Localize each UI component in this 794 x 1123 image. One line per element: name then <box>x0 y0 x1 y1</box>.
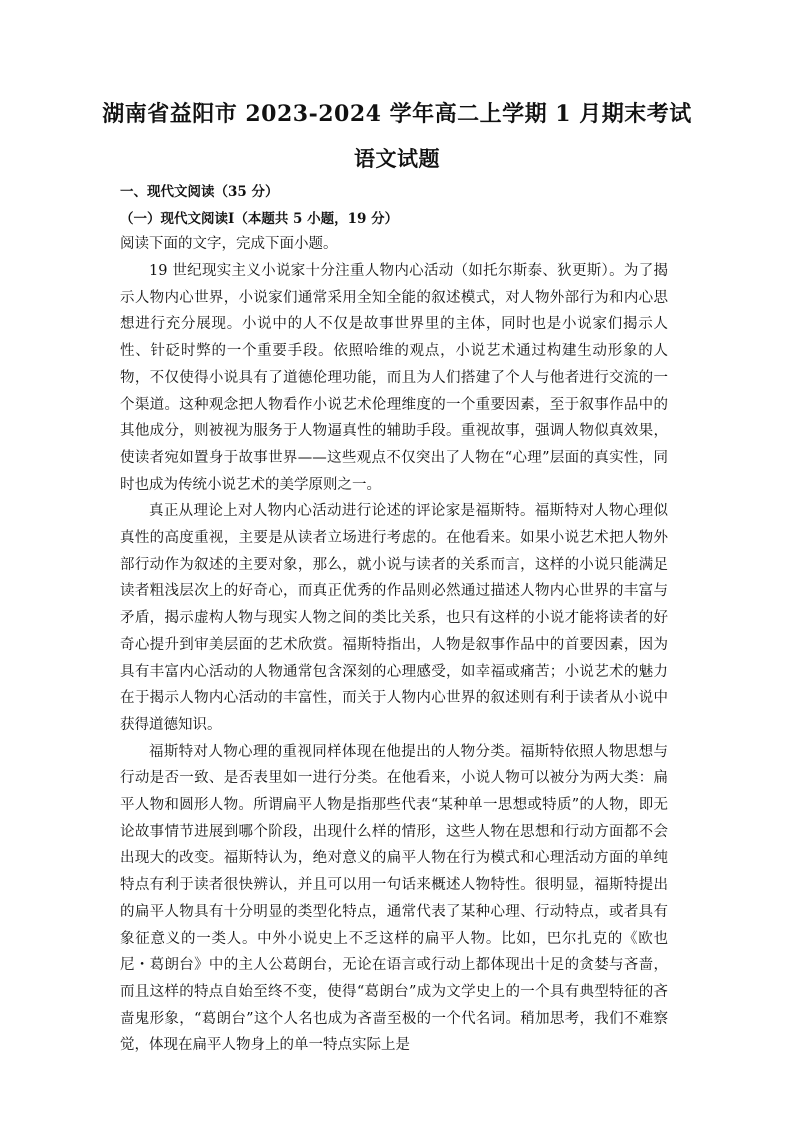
page-subtitle: 语文试题 <box>354 146 440 171</box>
page-title: 湖南省益阳市 2023-2024 学年高二上学期 1 月期末考试 <box>102 101 692 127</box>
paragraph: 福斯特对人物心理的重视同样体现在他提出的人物分类。福斯特依照人物思想与行动是否一致、是否表里如一进行分类。在他看来，小说人物可以被分为两大类：扁平人物和圆形人物。所谓扁平人物是指那些代表“某种单一思想或特质”的人物，即无论故事情节进展到哪个阶段，出现什么样的情形，这些人物在思想和行动方面都不会出现大的改变。福斯特认为，绝对意义的扁平人物在行为模式和心理活动方面的单纯特点有利于读者很快辨认，并且可以用一句话来概述人物特性。很明显，福斯特提出的扁平人物具有十分明显的类型化特点，通常代表了某种心理、行动特点，或者具有象征意义的一类人。中外小说史上不乏这样的扁平人物。比如，巴尔扎克的《欧也尼・葛朗台》中的主人公葛朗台，无论在语言或行动上都体现出十足的贪婪与吝啬，而且这样的特点自始至终不变，使得“葛朗台”成为文学史上的一个具有典型特征的吝啬鬼形象，“葛朗台”这个人名也成为吝啬至极的一个代名词。稍加思考，我们不难察觉，体现在扁平人物身上的单一特点实际上是 <box>120 743 668 1054</box>
section-heading: 一、现代文阅读（35 分） <box>120 184 279 200</box>
instruction-text: 阅读下面的文字，完成下面小题。 <box>120 236 338 252</box>
subsection-heading: （一）现代文阅读Ⅰ（本题共 5 小题，19 分） <box>120 211 399 227</box>
paragraph: 真正从理论上对人物内心活动进行论述的评论家是福斯特。福斯特对人物心理似真性的高度重视，主要是从读者立场进行考虑的。在他看来。如果小说艺术把人物外部行动作为叙述的主要对象，那么，就小说与读者的关系而言，这样的小说只能满足读者粗浅层次上的好奇心，而真正优秀的作品则必然通过描述人物内心世界的丰富与矛盾，揭示虚构人物与现实人物之间的类比关系，也只有这样的小说才能将读者的好奇心提升到审美层面的艺术欣赏。福斯特指出，人物是叙事作品中的首要因素，因为具有丰富内心活动的人物通常包含深刻的心理感受，如幸福或痛苦；小说艺术的魅力在于揭示人物内心活动的丰富性，而关于人物内心世界的叙述则有利于读者从小说中获得道德知识。 <box>120 503 668 733</box>
paragraph: 19 世纪现实主义小说家十分注重人物内心活动（如托尔斯泰、狄更斯）。为了揭示人物内心世界，小说家们通常采用全知全能的叙述模式，对人物外部行为和内心思想进行充分展现。小说中的人不仅是故事世界里的主体，同时也是小说家们揭示人性、针砭时弊的一个重要手段。依照哈维的观点，小说艺术通过构建生动形象的人物，不仅使得小说具有了道德伦理功能，而且为人们搭建了个人与他者进行交流的一个渠道。这种观念把人物看作小说艺术伦理维度的一个重要因素，至于叙事作品中的其他成分，则被视为服务于人物逼真性的辅助手段。重视故事，强调人物似真效果，使读者宛如置身于故事世界——这些观点不仅突出了人物在“心理”层面的真实性，同时也成为传统小说艺术的美学原则之一。 <box>120 263 668 493</box>
article-body <box>120 258 668 1059</box>
